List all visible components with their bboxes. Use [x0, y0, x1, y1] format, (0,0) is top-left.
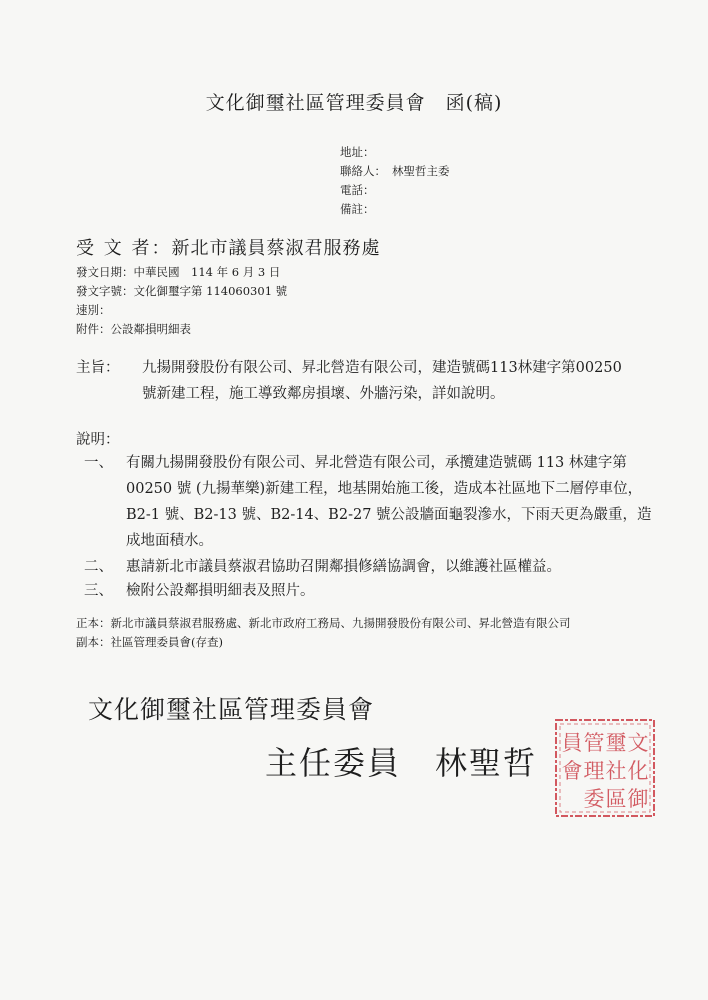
address-row	[340, 143, 450, 162]
seal-character: 管	[583, 731, 605, 755]
copies-block	[76, 614, 571, 652]
seal-character: 員	[561, 731, 583, 755]
explanation-item-text: 檢附公設鄰損明細表及照片。	[126, 583, 315, 599]
subject-block	[76, 355, 636, 407]
doc-number-label: 發文字號：	[76, 284, 134, 298]
official-seal-stamp	[552, 716, 658, 820]
seal-character: 社	[605, 759, 627, 783]
meta-block	[76, 263, 287, 339]
seal-character: 理	[583, 759, 605, 783]
date-row	[76, 263, 287, 282]
explanation-item-number: 三、	[84, 583, 113, 599]
secondary-copy-row	[76, 633, 571, 652]
seal-character: 區	[605, 787, 627, 811]
address-label: 地址：	[340, 145, 375, 159]
seal-character: 化	[627, 759, 649, 783]
seal-character: 會	[561, 759, 583, 783]
document-title: 文化御璽社區管理委員會 函(稿)	[205, 92, 503, 114]
subject-label: 主旨：	[76, 360, 120, 376]
doc-number-value: 文化御璽字第 114060301 號	[133, 284, 288, 298]
chairman-signature: 主任委員 林聖哲	[265, 744, 538, 782]
contact-block	[340, 143, 450, 219]
contact-person-row	[340, 162, 450, 181]
explanation-item-2	[76, 554, 656, 580]
contact-person-value: 林聖哲主委	[392, 164, 450, 178]
recipient-value: 新北市議員蔡淑君服務處	[171, 238, 381, 259]
contact-person-label: 聯絡人：	[340, 164, 386, 178]
attachment-row	[76, 320, 287, 339]
secondary-copy-value: 社區管理委員會(存查)	[110, 635, 223, 649]
explanation-item-text: 有關九揚開發股份有限公司、昇北營造有限公司，承攬建造號碼 113 林建字第 00250 號 (九揚華樂)新建工程，地基開始施工後，造成本社區地下二層停車位，B2-1 號、B2-13 號、B2-14、B2-27 號公設牆面龜裂滲水，下雨天更為嚴重，造成地面積水。	[126, 455, 652, 549]
explanation-item-number: 二、	[84, 559, 113, 575]
explanation-item-text: 惠請新北市議員蔡淑君協助召開鄰損修繕協調會，以維護社區權益。	[126, 559, 561, 575]
attachment-label: 附件：	[76, 322, 111, 336]
speed-label: 速別：	[76, 303, 111, 317]
organization-signature: 文化御璽社區管理委員會	[88, 695, 375, 724]
speed-row	[76, 301, 287, 320]
seal-character: 委	[583, 787, 605, 811]
phone-row	[340, 181, 450, 200]
remark-label: 備註：	[340, 202, 375, 216]
subject-text: 九揚開發股份有限公司、昇北營造有限公司，建造號碼113林建字第00250號新建工程，施工導致鄰房損壞、外牆污染，詳如說明。	[142, 360, 622, 402]
explanation-item-1	[76, 450, 656, 554]
explanation-heading: 說明：	[76, 432, 120, 448]
primary-copy-value: 新北市議員蔡淑君服務處、新北市政府工務局、九揚開發股份有限公司、昇北營造有限公司	[110, 616, 571, 630]
recipient-line	[76, 234, 380, 260]
date-label: 發文日期：	[76, 265, 134, 279]
recipient-label: 受 文 者：	[76, 238, 172, 259]
explanation-item-number: 一、	[84, 455, 113, 471]
secondary-copy-label: 副本：	[76, 635, 111, 649]
remark-row	[340, 200, 450, 219]
primary-copy-label: 正本：	[76, 616, 111, 630]
seal-character: 御	[627, 787, 649, 811]
explanation-item-3	[76, 578, 656, 604]
primary-copy-row	[76, 614, 571, 633]
seal-character: 文	[627, 731, 649, 755]
attachment-value: 公設鄰損明細表	[110, 322, 191, 336]
seal-character: 璽	[605, 731, 627, 755]
phone-label: 電話：	[340, 183, 375, 197]
doc-number-row	[76, 282, 287, 301]
date-value: 中華民國 114 年 6 月 3 日	[133, 265, 281, 279]
